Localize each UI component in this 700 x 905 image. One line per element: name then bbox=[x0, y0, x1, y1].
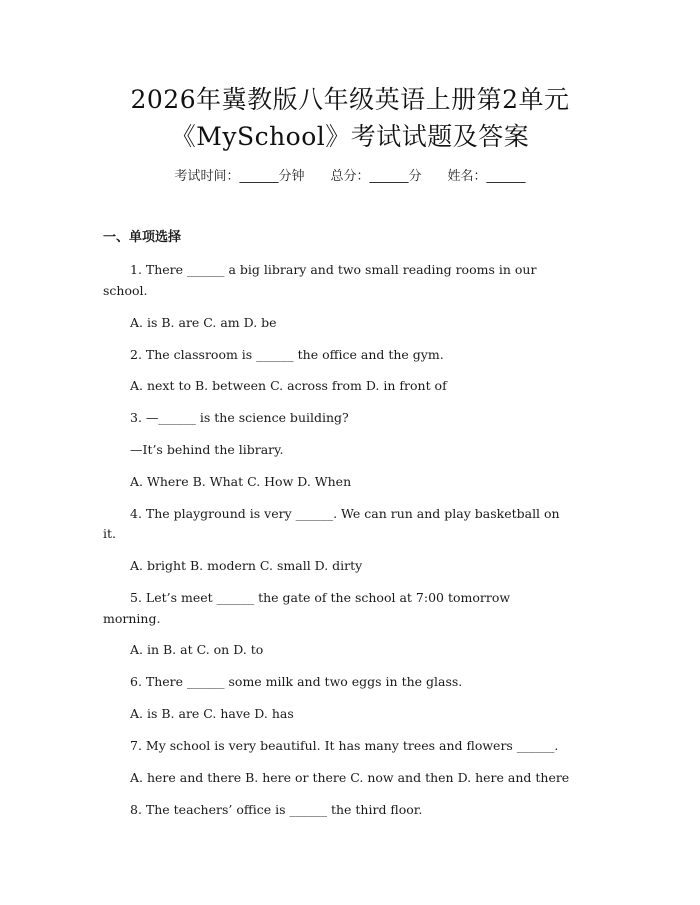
question-4-line1: 4. The playground is very ______. We can run and play basketball on bbox=[130, 506, 560, 521]
question-2-options: A. next to B. between C. across from D. in front of bbox=[130, 378, 447, 393]
section-title: 一、单项选择 bbox=[103, 230, 182, 245]
exam-title-line1: 2026年冀教版八年级英语上册第2单元 bbox=[130, 85, 570, 114]
question-7-options: A. here and there B. here or there C. now and then D. here and there bbox=[130, 770, 570, 785]
question-5-line2: morning. bbox=[103, 611, 161, 626]
question-2: 2. The classroom is ______ the office and the gym. bbox=[130, 347, 444, 362]
question-6: 6. There ______ some milk and two eggs in the glass. bbox=[130, 674, 463, 689]
question-4-line2: it. bbox=[103, 526, 116, 541]
question-5-options: A. in B. at C. on D. to bbox=[130, 642, 264, 657]
question-1-line1: 1. There ______ a big library and two small reading rooms in our bbox=[130, 262, 537, 277]
exam-title-line2: 《MySchool》考试试题及答案 bbox=[170, 122, 530, 151]
total-score-field: 总分：______分 bbox=[330, 169, 422, 184]
question-1-options: A. is B. are C. am D. be bbox=[130, 315, 277, 330]
question-5-line1: 5. Let’s meet ______ the gate of the school at 7:00 tomorrow bbox=[130, 590, 511, 605]
question-4-options: A. bright B. modern C. small D. dirty bbox=[130, 558, 363, 573]
exam-meta bbox=[0, 167, 700, 187]
question-3: 3. —______ is the science building? bbox=[130, 410, 349, 425]
question-3-answer-line: —It’s behind the library. bbox=[130, 442, 284, 457]
question-6-options: A. is B. are C. have D. has bbox=[130, 706, 294, 721]
name-field: 姓名：______ bbox=[447, 169, 526, 184]
question-1-line2: school. bbox=[103, 283, 148, 298]
question-8: 8. The teachers’ office is ______ the third floor. bbox=[130, 802, 423, 817]
question-7: 7. My school is very beautiful. It has many trees and flowers ______. bbox=[130, 738, 559, 753]
exam-time-field: 考试时间：______分钟 bbox=[174, 169, 305, 184]
question-3-options: A. Where B. What C. How D. When bbox=[130, 474, 352, 489]
